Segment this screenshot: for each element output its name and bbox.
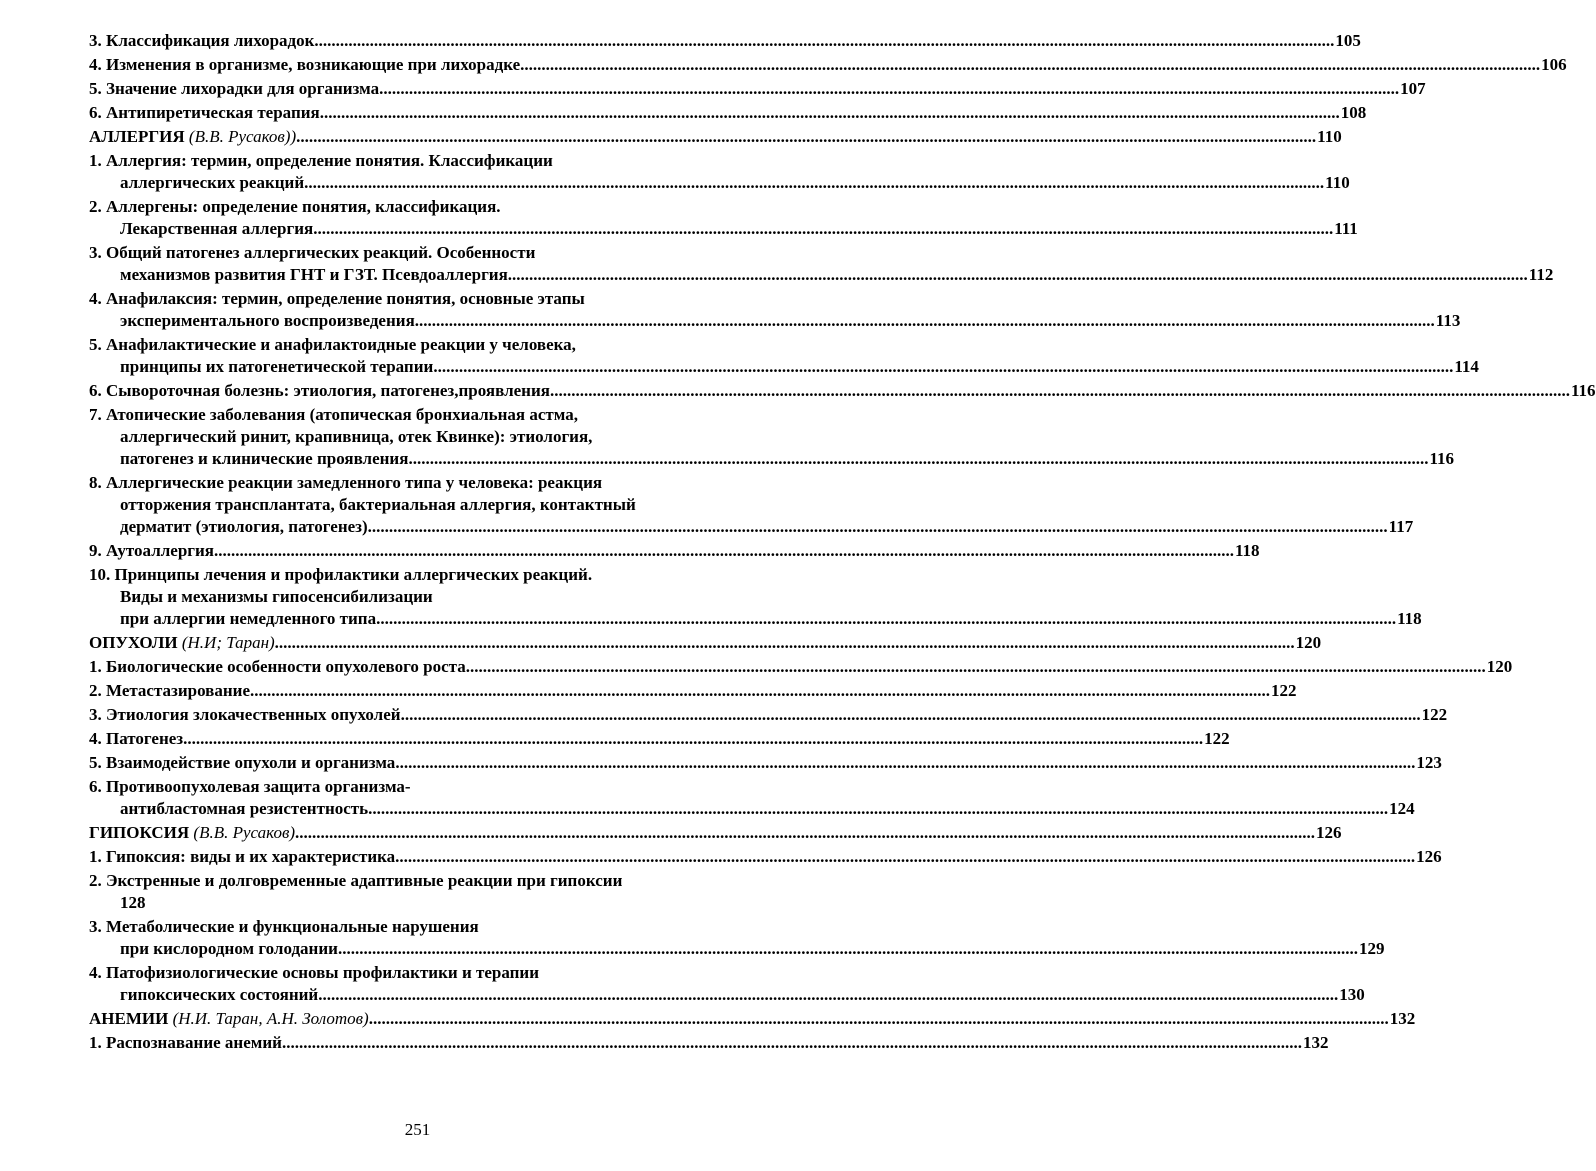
leader-dots xyxy=(318,984,1338,1006)
entry-line: 4. Анафилаксия: термин, определение понятия, основные этапы xyxy=(89,289,585,308)
leader-dots xyxy=(376,608,1396,630)
entry-line: патогенез и клинические проявления xyxy=(120,449,409,468)
leader-dots xyxy=(296,126,1316,148)
page-ref: 132 xyxy=(1389,1009,1416,1028)
toc-entry[interactable] xyxy=(89,540,1260,562)
toc-section-heading[interactable] xyxy=(89,1008,1416,1030)
page-ref: 122 xyxy=(1271,681,1297,700)
page-ref: 120 xyxy=(1295,633,1322,652)
toc-entry[interactable] xyxy=(89,472,1414,538)
toc-section-heading[interactable] xyxy=(89,822,1342,844)
toc-entry[interactable] xyxy=(89,54,1567,76)
section-title: АЛЛЕРГИЯ xyxy=(89,127,185,146)
page-ref: 132 xyxy=(1302,1033,1329,1052)
leader-dots xyxy=(214,540,1234,562)
section-author: (В.В. Русаков) xyxy=(193,823,295,842)
section-author: (В.В. Русаков)) xyxy=(188,127,297,146)
toc-entry[interactable] xyxy=(89,150,1350,194)
entry-line: 5. Взаимодействие опухоли и организма xyxy=(89,753,396,772)
leader-dots xyxy=(338,938,1358,960)
toc-entry[interactable] xyxy=(89,776,1415,820)
page-ref: 116 xyxy=(1429,449,1454,468)
leader-dots xyxy=(508,264,1528,286)
page-ref: 120 xyxy=(1486,657,1513,676)
entry-line: дерматит (этиология, патогенез) xyxy=(120,517,368,536)
table-of-contents xyxy=(89,30,1596,1056)
entry-line: 3. Общий патогенез аллергических реакций. Особенности xyxy=(89,243,536,262)
toc-entry[interactable] xyxy=(89,30,1361,52)
entry-line: антибластомная резистентность xyxy=(120,799,369,818)
page-ref: 123 xyxy=(1416,753,1442,772)
leader-dots xyxy=(295,822,1315,844)
toc-entry[interactable] xyxy=(89,680,1297,702)
toc-entry[interactable] xyxy=(89,288,1461,332)
page-ref: 110 xyxy=(1325,173,1350,192)
entry-line: 2. Экстренные и долговременные адаптивные реакции при гипоксии xyxy=(89,871,623,890)
entry-line: 6. Противоопухолевая защита организма- xyxy=(89,777,411,796)
entry-line: при аллергии немедленного типа xyxy=(120,609,377,628)
entry-line: 5. Значение лихорадки для организма xyxy=(89,79,380,98)
page-ref: 129 xyxy=(1358,939,1385,958)
toc-entry[interactable] xyxy=(89,78,1426,100)
leader-dots xyxy=(304,172,1324,194)
entry-line: механизмов развития ГНТ и ГЗТ. Псевдоаллергия xyxy=(120,265,508,284)
toc-entry[interactable] xyxy=(89,704,1448,726)
entry-line: при кислородном голодании xyxy=(120,939,338,958)
leader-dots xyxy=(183,728,1203,750)
leader-dots xyxy=(313,218,1333,240)
toc-entry[interactable] xyxy=(89,242,1554,286)
toc-section-heading[interactable] xyxy=(89,126,1342,148)
leader-dots xyxy=(368,798,1388,820)
leader-dots xyxy=(550,380,1570,402)
entry-line: 1. Гипоксия: виды и их характеристика xyxy=(89,847,396,866)
toc-entry[interactable] xyxy=(89,728,1230,750)
leader-dots xyxy=(401,704,1421,726)
page-ref: 122 xyxy=(1204,729,1230,748)
page-ref: 128 xyxy=(120,893,146,912)
page-ref: 124 xyxy=(1389,799,1415,818)
page-ref: 108 xyxy=(1340,103,1367,122)
page-ref: 117 xyxy=(1388,517,1414,536)
entry-line: 4. Патофизиологические основы профилактики и терапии xyxy=(89,963,539,982)
entry-line: 10. Принципы лечения и профилактики аллергических реакций. xyxy=(89,565,593,584)
entry-line: 2. Метастазирование xyxy=(89,681,251,700)
toc-section-heading[interactable] xyxy=(89,632,1322,654)
leader-dots xyxy=(368,516,1388,538)
entry-line: 1. Аллергия: термин, определение понятия. Классификации xyxy=(89,151,553,170)
page-ref: 122 xyxy=(1421,705,1448,724)
toc-entry[interactable] xyxy=(89,334,1479,378)
entry-line: 6. Антипиретическая терапия xyxy=(89,103,320,122)
section-title: ОПУХОЛИ xyxy=(89,633,178,652)
section-title: ГИПОКСИЯ xyxy=(89,823,190,842)
page-ref: 126 xyxy=(1315,823,1342,842)
entry-line: принципы их патогенетической терапии xyxy=(120,357,434,376)
toc-entry[interactable] xyxy=(89,846,1442,868)
leader-dots xyxy=(408,448,1428,470)
leader-dots xyxy=(282,1032,1302,1054)
entry-line: Виды и механизмы гипосенсибилизации xyxy=(120,587,433,606)
entry-line: 3. Метаболические и функциональные нарушения xyxy=(89,917,479,936)
entry-line: 1. Распознавание анемий xyxy=(89,1033,282,1052)
entry-line: 8. Аллергические реакции замедленного типа у человека: реакция xyxy=(89,473,603,492)
toc-entry[interactable] xyxy=(89,916,1385,960)
entry-line: 7. Атопические заболевания (атопическая бронхиальная астма, xyxy=(89,405,578,424)
toc-entry[interactable] xyxy=(89,196,1358,240)
section-title: АНЕМИИ xyxy=(89,1009,169,1028)
entry-line: отторжения трансплантата, бактериальная аллергия, контактный xyxy=(120,495,636,514)
leader-dots xyxy=(320,102,1340,124)
entry-line: 5. Анафилактические и анафилактоидные реакции у человека, xyxy=(89,335,576,354)
page-number: 251 xyxy=(404,1120,431,1139)
page-ref: 118 xyxy=(1397,609,1422,628)
page-ref: 110 xyxy=(1317,127,1342,146)
page-ref: 112 xyxy=(1528,265,1554,284)
leader-dots xyxy=(395,752,1415,774)
page-ref: 105 xyxy=(1335,31,1361,50)
leader-dots xyxy=(275,632,1295,654)
page-ref: 126 xyxy=(1416,847,1442,866)
toc-entry[interactable] xyxy=(89,404,1454,470)
entry-line: аллергический ринит, крапивница, отек Квинке): этиология, xyxy=(120,427,593,446)
page-ref: 130 xyxy=(1339,985,1365,1004)
section-author: (Н.И; Таран) xyxy=(181,633,275,652)
toc-entry[interactable] xyxy=(89,564,1422,630)
page-ref: 106 xyxy=(1541,55,1567,74)
entry-line: Лекарственная аллергия xyxy=(120,219,314,238)
leader-dots xyxy=(466,656,1486,678)
section-author: (Н.И. Таран, А.Н. Золотов) xyxy=(172,1009,369,1028)
leader-dots xyxy=(433,356,1453,378)
leader-dots xyxy=(379,78,1399,100)
toc-entry[interactable] xyxy=(89,380,1596,402)
toc-entry[interactable] xyxy=(89,656,1513,678)
entry-line: экспериментального воспроизведения xyxy=(120,311,415,330)
entry-line: 4. Патогенез xyxy=(89,729,184,748)
leader-dots xyxy=(250,680,1270,702)
leader-dots xyxy=(520,54,1540,76)
leader-dots xyxy=(369,1008,1389,1030)
page-ref: 111 xyxy=(1334,219,1358,238)
entry-line: гипоксических состояний xyxy=(120,985,319,1004)
entry-line: 4. Изменения в организме, возникающие при лихорадке xyxy=(89,55,521,74)
page-ref: 107 xyxy=(1400,79,1426,98)
page-ref: 114 xyxy=(1454,357,1479,376)
toc-entry[interactable] xyxy=(89,962,1365,1006)
leader-dots xyxy=(314,30,1334,52)
entry-line: 3. Этиология злокачественных опухолей xyxy=(89,705,401,724)
entry-line: 6. Сывороточная болезнь: этиология, патогенез,проявления xyxy=(89,381,550,400)
page-ref: 118 xyxy=(1235,541,1260,560)
toc-entry[interactable] xyxy=(89,752,1442,774)
page-ref: 113 xyxy=(1435,311,1461,330)
toc-entry[interactable] xyxy=(89,102,1367,124)
leader-dots xyxy=(415,310,1435,332)
leader-dots xyxy=(395,846,1415,868)
entry-line: 2. Аллергены: определение понятия, классификация. xyxy=(89,197,501,216)
entry-line: 9. Аутоаллергия xyxy=(89,541,214,560)
entry-line: аллергических реакций xyxy=(120,173,305,192)
toc-entry[interactable] xyxy=(89,1032,1329,1054)
entry-line: 3. Классификация лихорадок xyxy=(89,31,315,50)
entry-line: 1. Биологические особенности опухолевого роста xyxy=(89,657,466,676)
toc-entry[interactable] xyxy=(89,870,753,914)
page-ref: 116 xyxy=(1570,381,1596,400)
